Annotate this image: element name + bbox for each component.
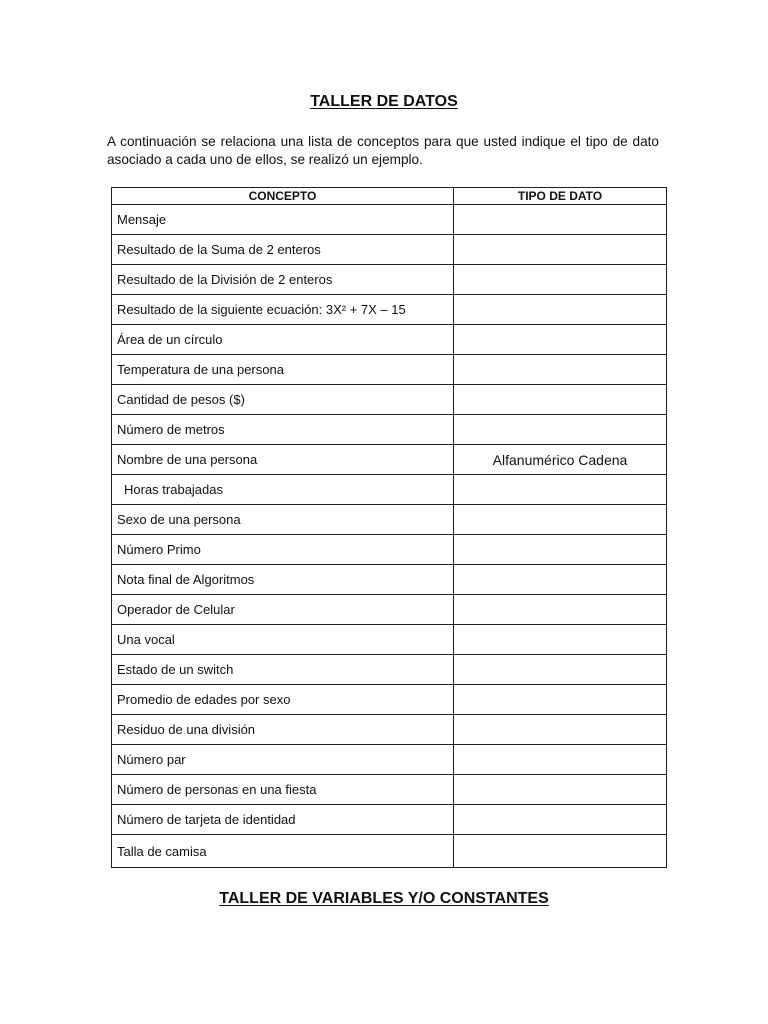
table-row	[112, 205, 667, 235]
header-data-type: TIPO DE DATO	[454, 188, 667, 205]
data-type-cell[interactable]	[454, 475, 667, 505]
table-row	[112, 655, 667, 685]
table-header-row	[112, 188, 667, 205]
concept-cell: Número de tarjeta de identidad	[112, 805, 454, 835]
data-type-cell[interactable]	[454, 655, 667, 685]
concept-cell: Cantidad de pesos ($)	[112, 385, 454, 415]
page-title: TALLER DE DATOS	[310, 93, 458, 110]
data-type-cell[interactable]	[454, 775, 667, 805]
concept-cell: Nota final de Algoritmos	[112, 565, 454, 595]
data-type-cell[interactable]	[454, 205, 667, 235]
data-type-cell[interactable]	[454, 685, 667, 715]
table-row	[112, 445, 667, 475]
concept-cell: Una vocal	[112, 625, 454, 655]
table-row	[112, 265, 667, 295]
concept-cell: Resultado de la Suma de 2 enteros	[112, 235, 454, 265]
table-row	[112, 505, 667, 535]
table-row	[112, 835, 667, 868]
table-row	[112, 595, 667, 625]
data-type-cell[interactable]	[454, 235, 667, 265]
concept-cell: Resultado de la División de 2 enteros	[112, 265, 454, 295]
concept-cell: Sexo de una persona	[112, 505, 454, 535]
data-type-cell[interactable]	[454, 565, 667, 595]
data-type-cell[interactable]: Alfanumérico Cadena	[454, 445, 667, 475]
concept-cell: Área de un círculo	[112, 325, 454, 355]
table-row	[112, 685, 667, 715]
table-row	[112, 565, 667, 595]
header-concept: CONCEPTO	[112, 188, 454, 205]
data-type-cell[interactable]	[454, 505, 667, 535]
concept-type-table	[111, 187, 667, 868]
data-type-cell[interactable]	[454, 835, 667, 868]
concept-cell: Mensaje	[112, 205, 454, 235]
data-type-cell[interactable]	[454, 745, 667, 775]
data-type-cell[interactable]	[454, 595, 667, 625]
data-type-cell[interactable]	[454, 325, 667, 355]
data-type-cell[interactable]	[454, 805, 667, 835]
concept-cell: Operador de Celular	[112, 595, 454, 625]
concept-cell: Horas trabajadas	[112, 475, 454, 505]
concept-cell: Talla de camisa	[112, 835, 454, 868]
data-type-cell[interactable]	[454, 625, 667, 655]
concept-cell: Resultado de la siguiente ecuación: 3X² + 7X – 15	[112, 295, 454, 325]
data-type-cell[interactable]	[454, 535, 667, 565]
concept-cell: Promedio de edades por sexo	[112, 685, 454, 715]
concept-cell: Número de personas en una fiesta	[112, 775, 454, 805]
table-row	[112, 415, 667, 445]
table-row	[112, 325, 667, 355]
section-subtitle: TALLER DE VARIABLES Y/O CONSTANTES	[219, 890, 549, 907]
table-row	[112, 475, 667, 505]
concept-cell: Número de metros	[112, 415, 454, 445]
table-row	[112, 805, 667, 835]
data-type-cell[interactable]	[454, 415, 667, 445]
data-type-cell[interactable]	[454, 715, 667, 745]
concept-cell: Nombre de una persona	[112, 445, 454, 475]
table-row	[112, 295, 667, 325]
table-row	[112, 535, 667, 565]
data-type-cell[interactable]	[454, 385, 667, 415]
data-type-cell[interactable]	[454, 265, 667, 295]
concept-cell: Temperatura de una persona	[112, 355, 454, 385]
intro-paragraph: A continuación se relaciona una lista de conceptos para que usted indique el tipo de dato asociado a cada uno de ellos, se realizó un ejemplo.	[107, 134, 659, 167]
data-type-cell[interactable]	[454, 295, 667, 325]
table-row	[112, 775, 667, 805]
table-row	[112, 745, 667, 775]
data-type-cell[interactable]	[454, 355, 667, 385]
table-row	[112, 715, 667, 745]
table-row	[112, 385, 667, 415]
table-row	[112, 625, 667, 655]
concept-cell: Número par	[112, 745, 454, 775]
concept-cell: Residuo de una división	[112, 715, 454, 745]
concept-cell: Estado de un switch	[112, 655, 454, 685]
table-row	[112, 235, 667, 265]
table-row	[112, 355, 667, 385]
concept-cell: Número Primo	[112, 535, 454, 565]
